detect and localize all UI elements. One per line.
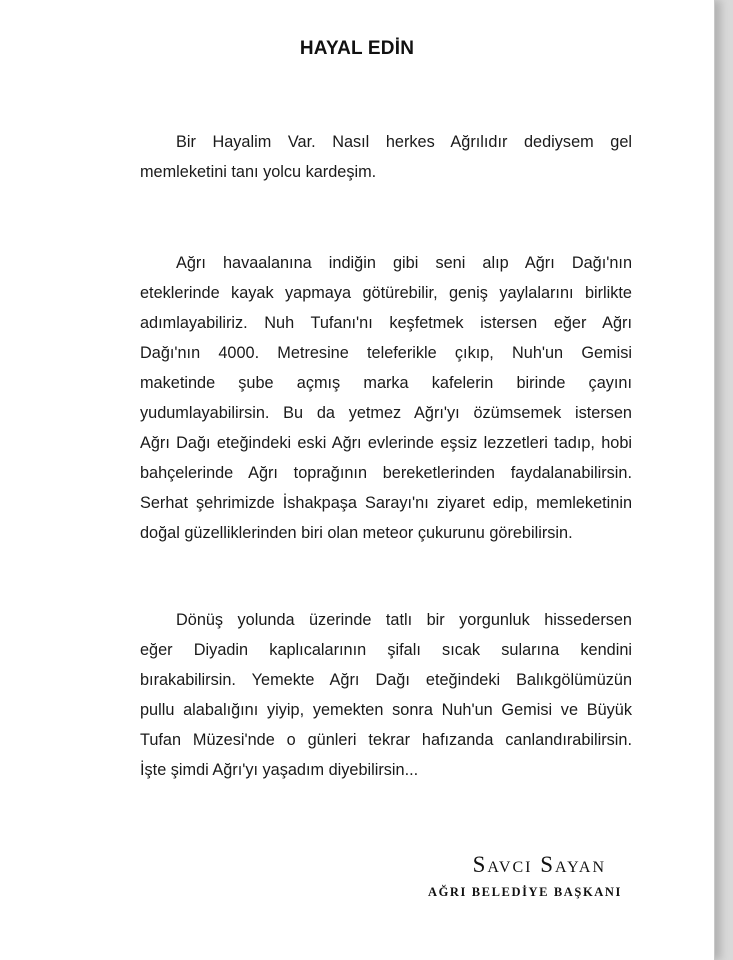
paragraph-body xyxy=(140,248,632,548)
text-line: yudumlayabilirsin. Bu da yetmez Ağrı'yı özümsemek istersen xyxy=(140,404,632,422)
signature-title: AĞRI BELEDİYE BAŞKANI xyxy=(427,885,622,899)
text-line: doğal güzelliklerinden biri olan meteor çukurunu görebilirsin. xyxy=(140,524,573,542)
text-line: eteklerinde kayak yapmaya götürebilir, geniş yaylalarını birlikte xyxy=(140,284,632,302)
text-line: bırakabilirsin. Yemekte Ağrı Dağı eteğindeki Balıkgölümüzün xyxy=(140,671,632,689)
text-line: memleketini tanı yolcu kardeşim. xyxy=(140,163,377,181)
text-line: Ağrı havaalanına indiğin gibi seni alıp Ağrı Dağı'nın xyxy=(176,254,632,272)
text-line: pullu alabalığını yiyip, yemekten sonra Nuh'un Gemisi ve Büyük xyxy=(140,701,632,719)
paragraph-intro xyxy=(140,127,632,187)
signature-name: Savcı Sayan xyxy=(472,852,606,877)
text-line: Ağrı Dağı eteğindeki eski Ağrı evlerinde eşsiz lezzetleri tadıp, hobi xyxy=(140,434,632,452)
text-line: Serhat şehrimizde İshakpaşa Sarayı'nı ziyaret edip, memleketinin xyxy=(140,494,632,512)
text-line: bahçelerinde Ağrı toprağının bereketlerinden faydalanabilirsin. xyxy=(140,464,632,482)
text-line: Bir Hayalim Var. Nasıl herkes Ağrılıdır dediysem gel xyxy=(176,133,632,151)
text-line: Dönüş yolunda üzerinde tatlı bir yorgunluk hissedersen xyxy=(176,611,632,629)
text-line: maketinde şube açmış marka kafelerin birinde çayını xyxy=(140,374,632,392)
text-line: İşte şimdi Ağrı'yı yaşadım diyebilirsin... xyxy=(140,761,419,779)
text-line: adımlayabiliriz. Nuh Tufanı'nı keşfetmek istersen eğer Ağrı xyxy=(140,314,632,332)
paragraph-closing xyxy=(140,605,632,785)
text-line: Tufan Müzesi'nde o günleri tekrar hafızanda canlandırabilirsin. xyxy=(140,731,632,749)
text-line: eğer Diyadin kaplıcalarının şifalı sıcak sularına kendini xyxy=(140,641,632,659)
text-line: Dağı'nın 4000. Metresine teleferikle çıkıp, Nuh'un Gemisi xyxy=(140,344,632,362)
page-title: HAYAL EDİN xyxy=(299,38,415,59)
